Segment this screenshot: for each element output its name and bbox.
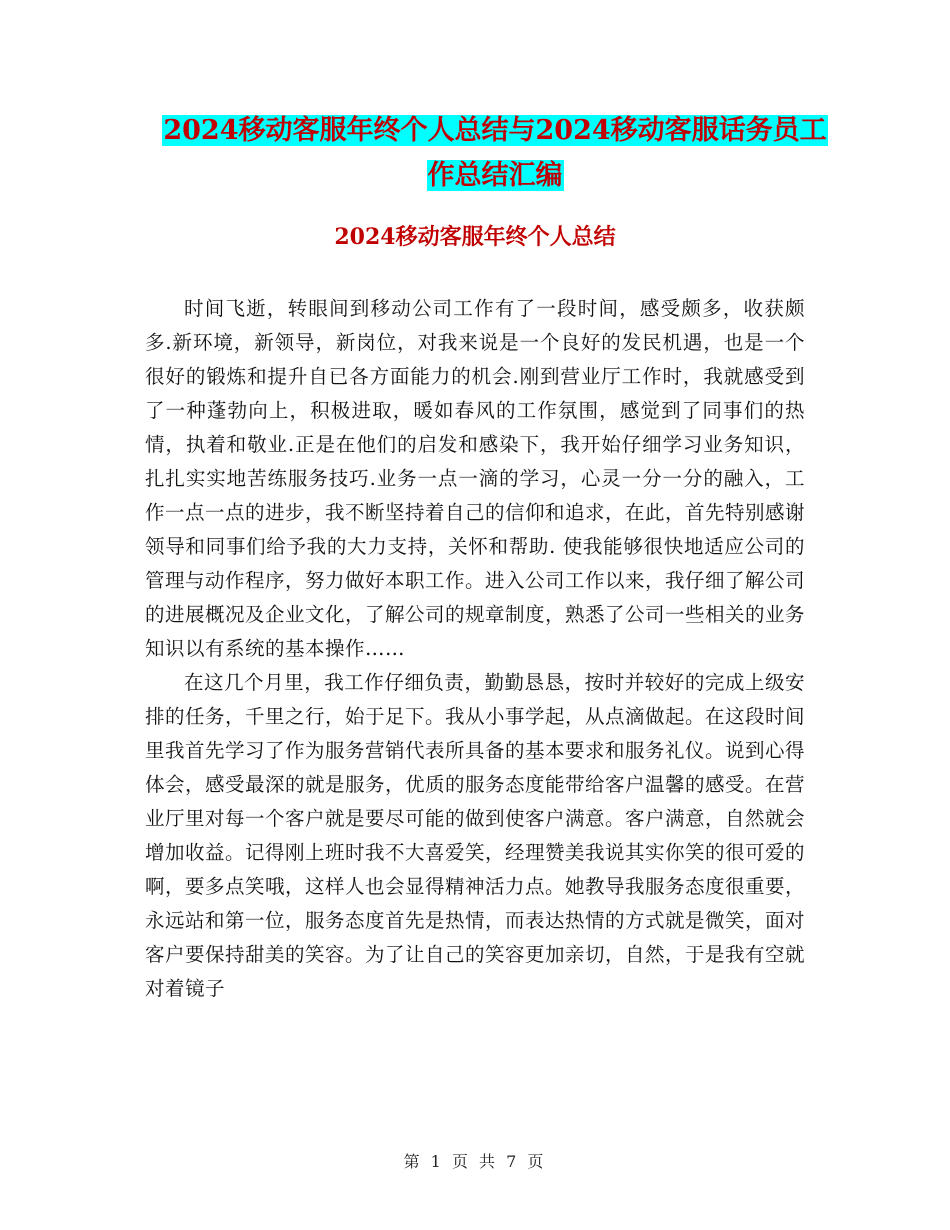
document-title	[150, 108, 840, 198]
paragraph-2: 在这几个月里，我工作仔细负责，勤勤恳恳，按时并较好的完成上级安排的任务，千里之行，始于足下。我从小事学起，从点滴做起。在这段时间里我首先学习了作为服务营销代表所具备的基本要求和服务礼仪。说到心得体会，感受最深的就是服务，优质的服务态度能带给客户温馨的感受。在营业厅里对每一个客户就是要尽可能的做到使客户满意。客户满意，自然就会增加收益。记得刚上班时我不大喜爱笑，经理赞美我说其实你笑的很可爱的啊，要多点笑哦，这样人也会显得精神活力点。她教导我服务态度很重要，永远站和第一位，服务态度首先是热情，而表达热情的方式就是微笑，面对客户要保持甜美的笑容。为了让自己的笑容更加亲切，自然，于是我有空就对着镜子	[145, 671, 806, 1000]
section-title: 2024移动客服年终个人总结	[334, 224, 616, 250]
page-footer: 第 1 页 共 7 页	[403, 1152, 547, 1171]
paragraph-1: 时间飞逝，转眼间到移动公司工作有了一段时间，感受颇多，收获颇多.新环境，新领导，新岗位，对我来说是一个良好的发民机遇，也是一个很好的锻炼和提升自已各方面能力的机会.刚到营业厅工作时，我就感受到了一种蓬勃向上，积极进取，暖如春风的工作氛围，感觉到了同事们的热情，执着和敬业.正是在他们的启发和感染下，我开始仔细学习业务知识，扎扎实实地苦练服务技巧.业务一点一滴的学习，心灵一分一分的融入，工作一点一点的进步，我不断坚持着自己的信仰和追求，在此，首先特别感谢领导和同事们给予我的大力支持，关怀和帮助. 使我能够很快地适应公司的管理与动作程序，努力做好本职工作。进入公司工作以来，我仔细了解公司的进展概况及企业文化，了解公司的规章制度，熟悉了公司一些相关的业务知识以有系统的基本操作……	[145, 297, 806, 660]
document-body	[145, 292, 805, 1006]
document-title-text: 2024移动客服年终个人总结与2024移动客服话务员工作总结汇编	[163, 115, 827, 191]
